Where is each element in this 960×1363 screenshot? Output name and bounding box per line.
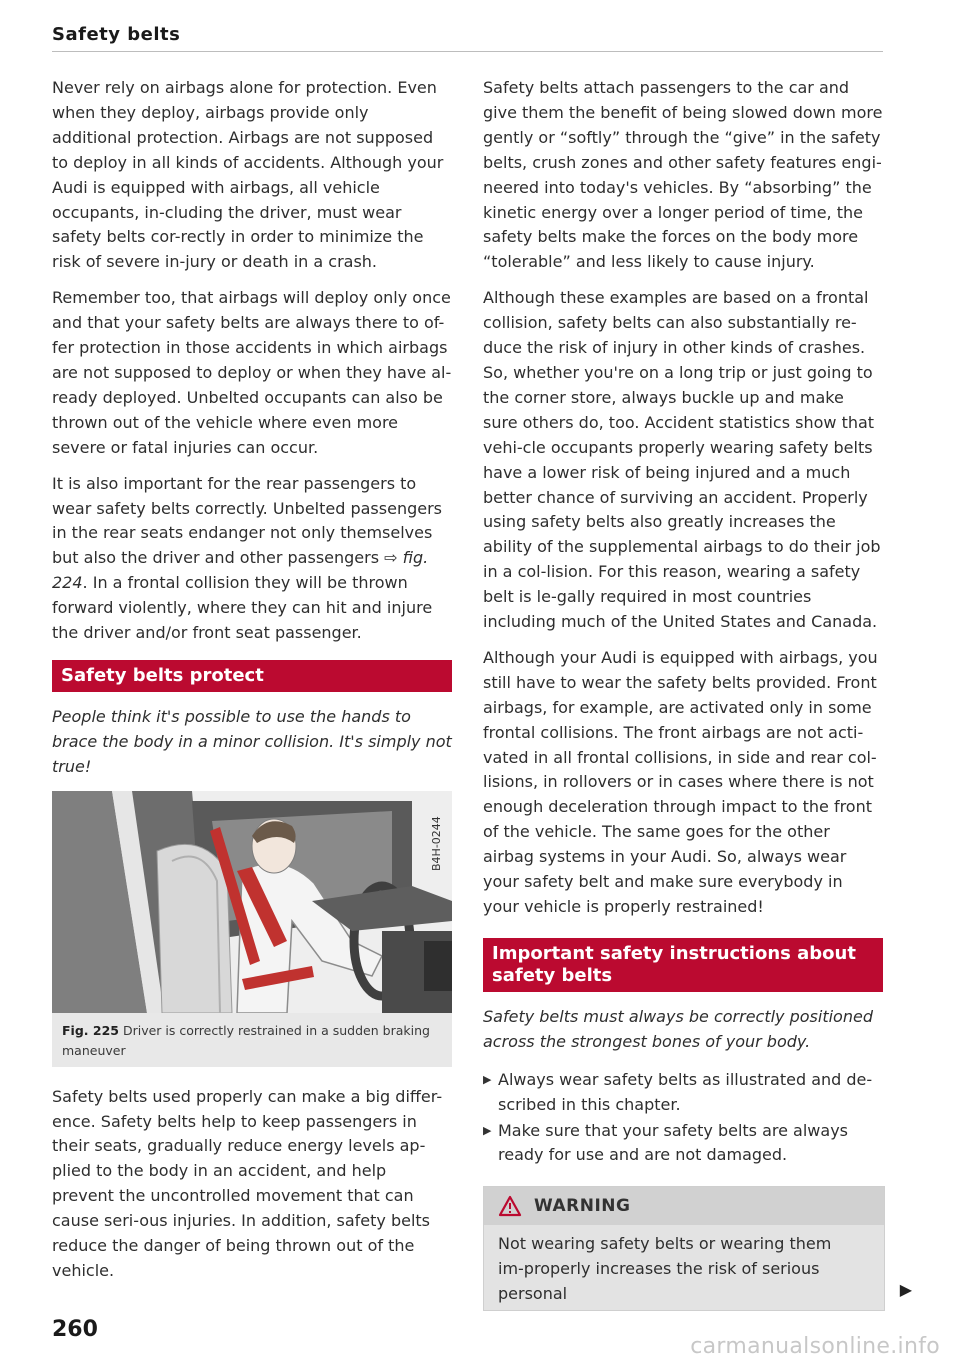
- driver-belted-illustration: [52, 791, 452, 1013]
- figure-label: Fig. 225: [62, 1022, 119, 1038]
- warning-body: [484, 1225, 912, 1310]
- paragraph: Although your Audi is equipped with airbags, you still have to wear the safety belts provided. Front airbags, for example, are activated only in some frontal collisions. The front airbags are not acti-vated in all frontal collisions, in side and rear col-lisions, in rollovers or in cases where there is not enough deceleration through impact to the front of the vehicle. The same goes for the other airbag systems in your Audi. So, always wear your safety belt and make sure everybody in your vehicle is properly restrained!: [483, 647, 878, 916]
- header-divider: [52, 51, 883, 52]
- figure-caption: [52, 1013, 452, 1067]
- page-number: 260: [52, 1317, 98, 1342]
- left-column: [52, 76, 452, 1295]
- continue-arrow-icon: ▶: [899, 1280, 912, 1300]
- list-item: [483, 1119, 883, 1169]
- list-item-text: Make sure that your safety belts are always ready for use and are not damaged.: [498, 1120, 848, 1165]
- warning-title: WARNING: [534, 1196, 631, 1217]
- bullet-arrow-icon: ▶: [483, 1072, 492, 1086]
- watermark: carmanualsonline.info: [690, 1334, 940, 1359]
- section-intro: Safety belts must always be correctly positioned across the strongest bones of your body.: [483, 1006, 873, 1051]
- section-heading: Important safety instructions about safety belts: [483, 938, 883, 992]
- list-item-text: Always wear safety belts as illustrated and de-scribed in this chapter.: [498, 1069, 873, 1114]
- warning-text: Not wearing safety belts or wearing them im-properly increases the risk of serious personal: [498, 1234, 832, 1304]
- warning-header: [484, 1187, 884, 1225]
- paragraph: Although these examples are based on a frontal collision, safety belts can also substantially re-duce the risk of injury in other kinds of crashes. So, whether you're on a long trip or just going to the corner store, always buckle up and make sure others do, too. Accident statistics show that vehi-cle occupants properly wearing safety belts have a lower risk of being injured and a much better chance of surviving an accident. Properly using safety belts also greatly increases the ability of the supplemental airbags to do their job in a col-lision. For this reason, wearing a safety belt is le-gally required in most countries including much of the United States and Canada.: [483, 288, 881, 632]
- paragraph: Remember too, that airbags will deploy only once and that your safety belts are always there to of-fer protection in those accidents in which airbags are not supposed to deploy or when they have al-ready deployed. Unbelted occupants can also be thrown out of the vehicle where even more severe or fatal injuries can occur.: [52, 288, 452, 457]
- page-header-title: Safety belts: [52, 24, 181, 45]
- figure-code: B4H-0244: [430, 815, 443, 871]
- warning-triangle-icon: [498, 1195, 522, 1217]
- bullet-arrow-icon: ▶: [483, 1123, 492, 1137]
- paragraph-text: It is also important for the rear passengers to wear safety belts correctly. Unbelted passengers in the rear seats endanger not only themselves but also the driver and other passengers: [52, 473, 442, 568]
- paragraph: Safety belts used properly can make a big differ-ence. Safety belts help to keep passengers in their seats, gradually reduce energy levels ap-plied to the body in an accident, and help prevent the uncontrolled movement that can cause seri-ous injuries. In addition, safety belts reduce the danger of being thrown out of the vehicle.: [52, 1086, 443, 1280]
- paragraph: Safety belts attach passengers to the car and give them the benefit of being slowed down more gently or “softly” through the “give” in the safety belts, crush zones and other safety features engi-neered into today's vehicles. By “absorbing” the kinetic energy over a longer period of time, the safety belts make the forces on the body more “tolerable” and less likely to cause injury.: [483, 78, 883, 272]
- section-heading: Safety belts protect: [52, 660, 452, 692]
- figure-caption-text: Driver is correctly restrained in a sudden braking maneuver: [62, 1022, 430, 1058]
- section-intro: People think it's possible to use the hands to brace the body in a minor collision. It's simply not true!: [52, 706, 452, 776]
- list-item: [483, 1068, 883, 1118]
- paragraph: Never rely on airbags alone for protection. Even when they deploy, airbags provide only additional protection. Airbags are not supposed to deploy in all kinds of accidents. Although your Audi is equipped with airbags, all vehicle occupants, in-cluding the driver, must wear safety belts cor-rectly in order to minimize the risk of severe in-jury or death in a crash.: [52, 78, 444, 272]
- figure-cross-reference-link[interactable]: ⇨ fig. 224: [52, 548, 429, 593]
- paragraph: [52, 472, 452, 646]
- paragraph-text: . In a frontal collision they will be thrown forward violently, where they can hit and injure the driver and/or front seat passenger.: [52, 573, 433, 643]
- warning-box: [483, 1186, 912, 1311]
- figure-driver-illustration: [52, 791, 452, 1013]
- right-column: [483, 76, 912, 1311]
